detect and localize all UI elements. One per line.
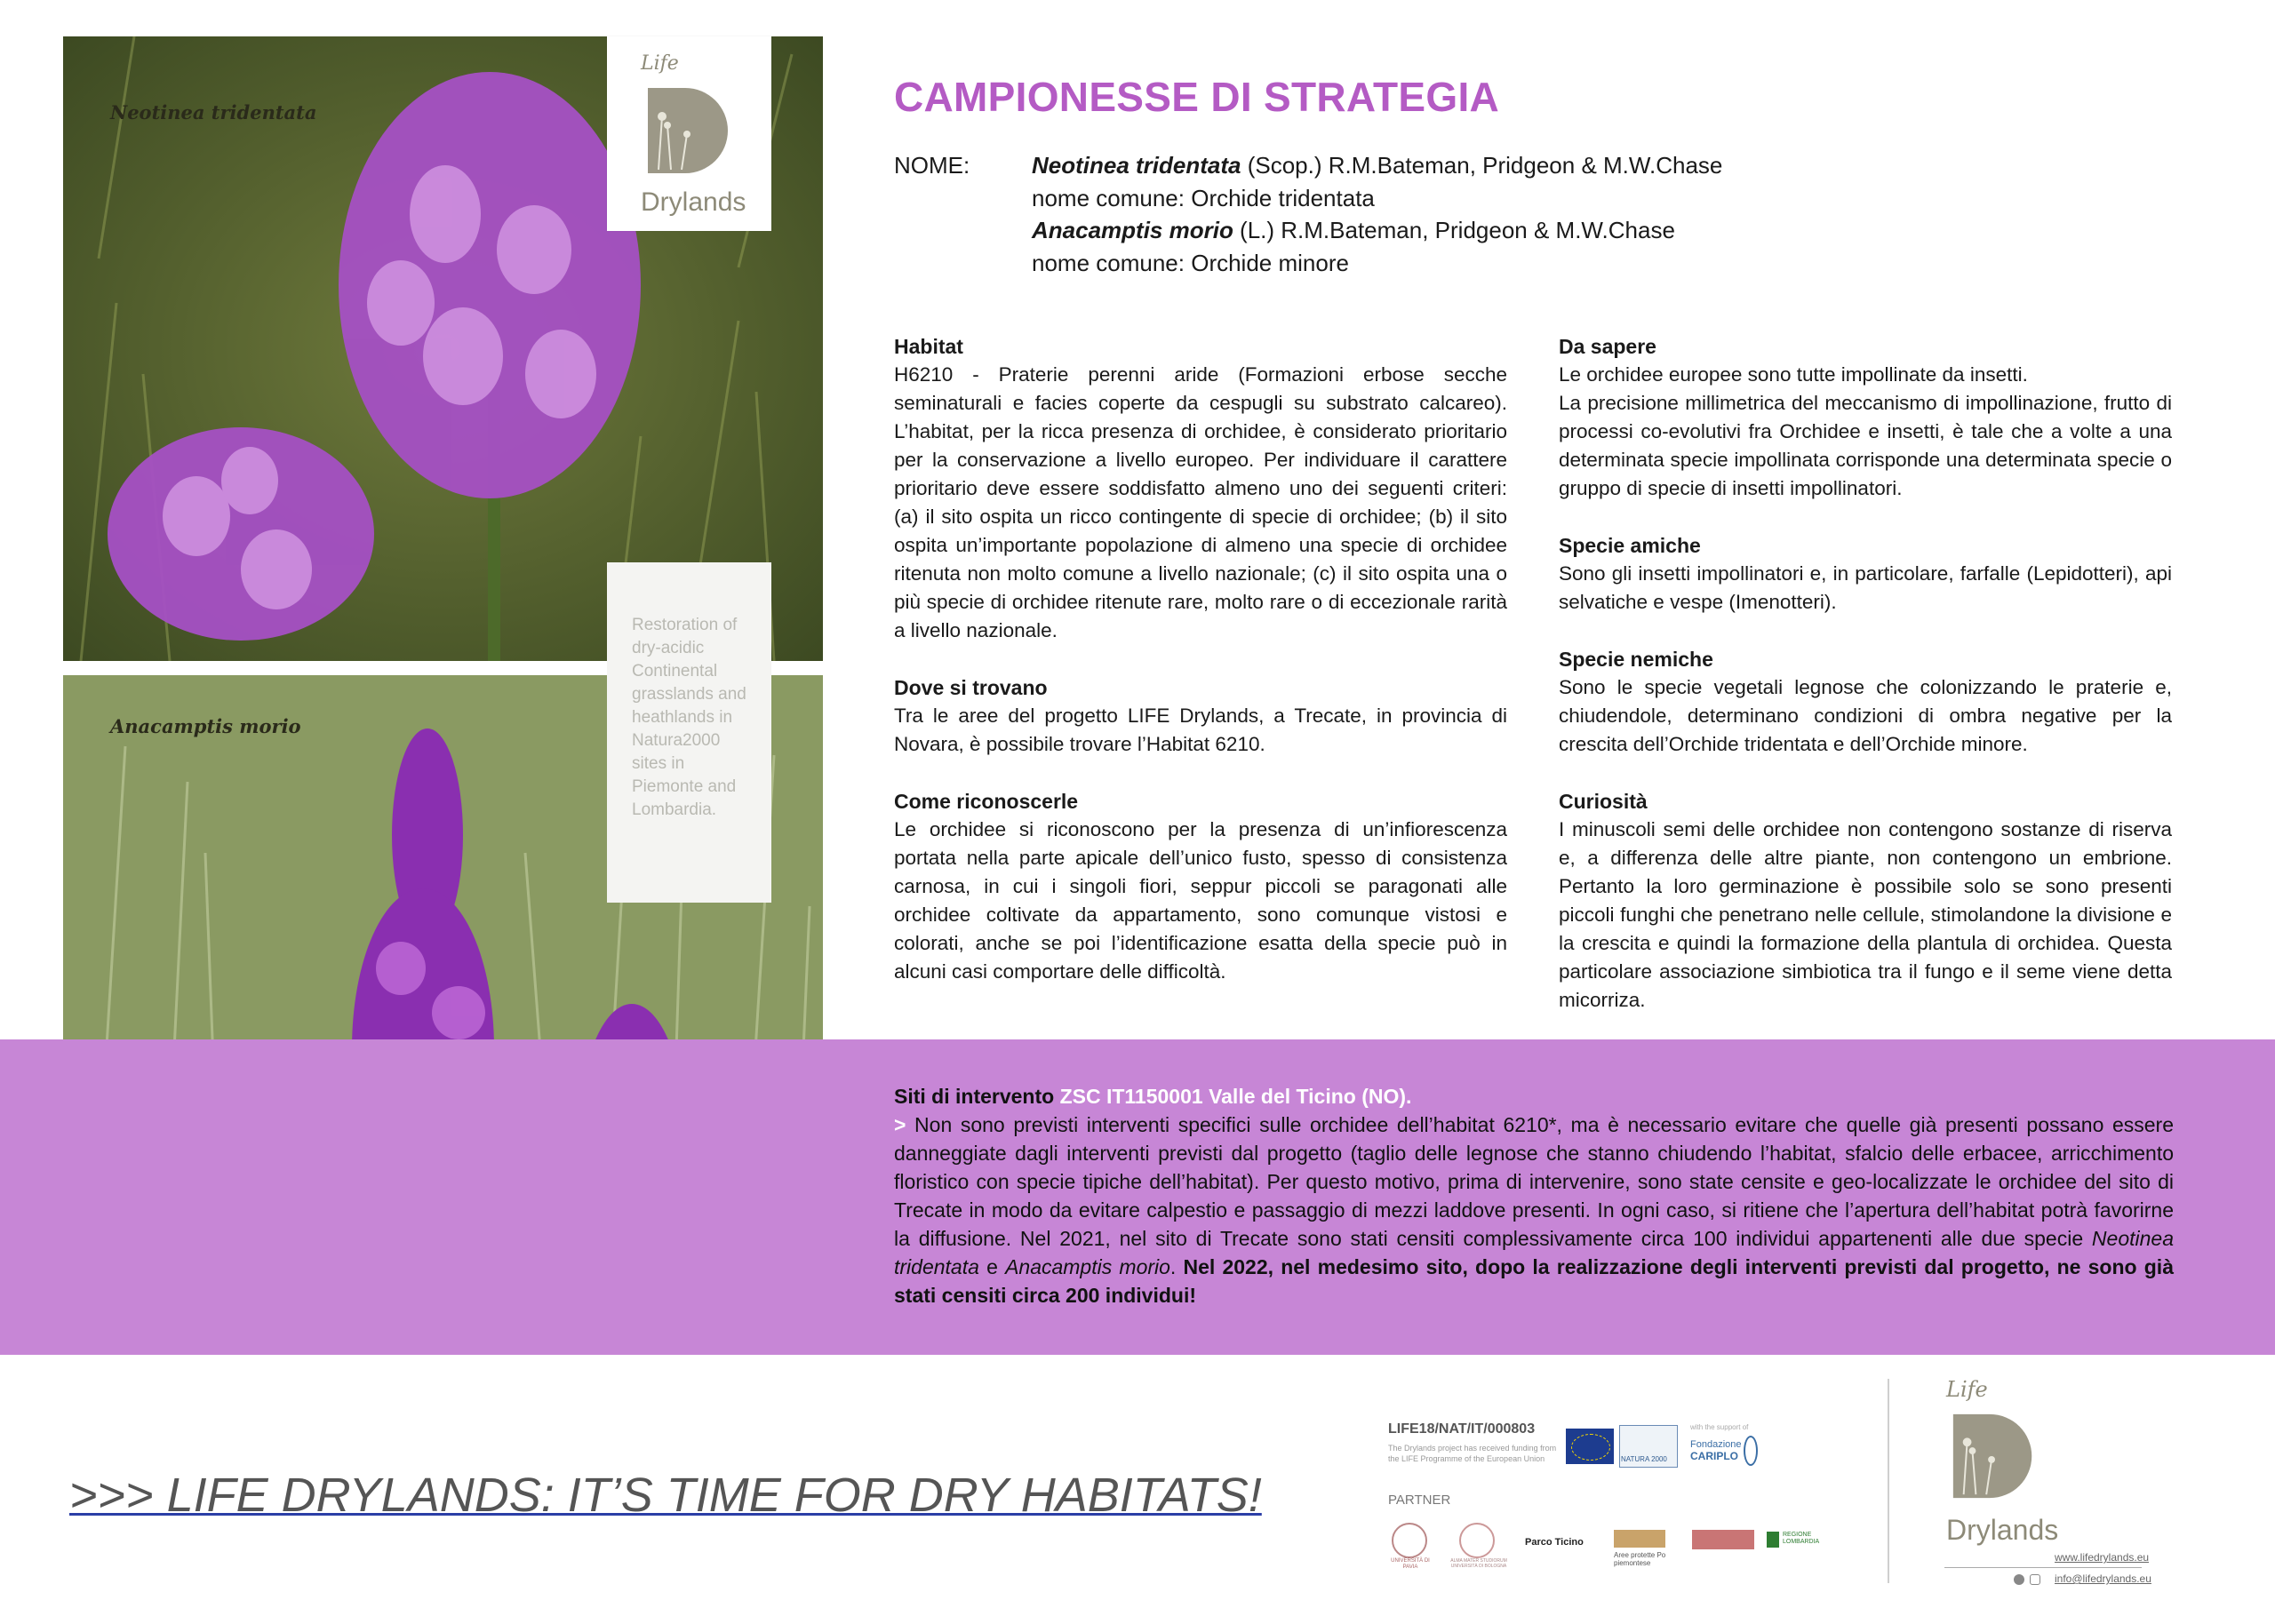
cariplo-icon xyxy=(1744,1436,1758,1466)
band-text-2: . xyxy=(1169,1255,1184,1278)
common-name-label: nome comune: xyxy=(1032,185,1192,211)
page-title: CAMPIONESSE DI STRATEGIA xyxy=(894,74,1500,120)
logo-d-icon xyxy=(1946,1407,2044,1505)
right-column xyxy=(1559,332,2172,1015)
natura2000-text: NATURA 2000 xyxy=(1621,1455,1667,1463)
drylands-logo-bottom xyxy=(1941,1377,2154,1555)
drylands-logo-top xyxy=(607,36,771,231)
nemiche-heading: Specie nemiche xyxy=(1559,648,1713,671)
nome-label: NOME: xyxy=(894,152,970,179)
website-link[interactable]: www.lifedrylands.eu xyxy=(2055,1551,2150,1564)
siti-value: ZSC IT1150001 Valle del Ticino (NO) xyxy=(1059,1085,1407,1108)
sapere-heading: Da sapere xyxy=(1559,335,1656,358)
band-and: e xyxy=(978,1255,1006,1278)
photo-caption-neotinea: Neotinea tridentata xyxy=(110,101,317,123)
footer-underline xyxy=(1944,1567,2142,1568)
dove-heading: Dove si trovano xyxy=(894,676,1048,699)
regione-lombardia-icon xyxy=(1767,1532,1779,1548)
common-name-label: nome comune: xyxy=(1032,250,1192,276)
logo-life-text: Life xyxy=(641,52,679,75)
partner-po: Aree protette Po piemontese xyxy=(1614,1551,1666,1567)
siti-dot: . xyxy=(1406,1085,1412,1108)
project-description-box xyxy=(607,562,771,903)
come-heading: Come riconoscerle xyxy=(894,790,1079,813)
project-code: LIFE18/NAT/IT/000803 xyxy=(1388,1421,1536,1437)
species-2-common: Orchide minore xyxy=(1191,250,1349,276)
band-text-1: Non sono previsti interventi specifici sulle orchidee dell’habitat 6210*, ma è necessario evitare che quelle già presenti possano essere danneggiate dagli interventi previsti dal progetto (taglio delle legnose che stanno chiudendo l’habitat, sfalcio delle erbacee, arricchimento floristico con specie tipiche dell’habitat). Per questo motivo, prima di intervenire, sono state censite e geo-localizzate le orchidee del sito di Trecate in modo da evitare calpestio e passaggio di mezzi laddove presenti. In ogni caso, si ritiene che l’apertura dell’habitat potrà favorirne la diffusione. Nel 2021, nel sito di Trecate sono stati censiti complessivamente circa 100 individui appartenenti alle due specie xyxy=(894,1113,2174,1250)
come-text: Le orchidee si riconoscono per la presenza di un’infiorescenza portata nella parte apicale dell’unico fusto, spesso di consistenza carnosa, in cui i singoli fiori, seppur piccoli se paragonati alle orchidee coltivate da appartamento, sono comunque vistosi e colorati, anche se poi l’identificazione esatta della specie può in alcuni casi comportare delle difficoltà. xyxy=(894,818,1507,983)
cariplo-line-2: CARIPLO xyxy=(1690,1450,1738,1462)
partner-logos xyxy=(1388,1521,1850,1574)
curiosita-text: I minuscoli semi delle orchidee non contengono sostanze di riserva e, a differenza delle altre piante, non contengono un embrione. Pertanto la loro germinazione è possibile solo se sono presenti piccoli funghi che penetrano nelle cellule, stimolandone la divisione e la crescita e quindi la formazione della plantula di orchidea. Questa particolare associazione simbiotica tra il fungo e il seme viene detta micorriza. xyxy=(1559,818,2172,1011)
partner-5-icon xyxy=(1692,1530,1754,1549)
project-description-text: Restoration of dry-acidic Continental grasslands and heathlands in Natura2000 sites in Piemonte and Lombardia. xyxy=(632,616,746,819)
curiosita-heading: Curiosità xyxy=(1559,790,1648,813)
life-logo-icon xyxy=(1571,1434,1610,1461)
species-2-name: Anacamptis morio xyxy=(1032,217,1233,243)
instagram-icon[interactable] xyxy=(2030,1574,2040,1585)
photo-caption-anacamptis: Anacamptis morio xyxy=(110,715,301,737)
left-column xyxy=(894,332,1507,986)
funding-note: The Drylands project has received funding from the LIFE Programme of the European Union xyxy=(1388,1444,1557,1463)
support-note: with the support of xyxy=(1690,1423,1749,1431)
partner-po-icon xyxy=(1614,1530,1665,1548)
partner-unibo-icon xyxy=(1459,1523,1495,1558)
nemiche-text: Sono le specie vegetali legnose che colonizzando le praterie e, chiudendole, determinano condizioni di ombra negative per la crescita dell’Orchide tridentata e dell’Orchide minore. xyxy=(1559,676,2172,755)
facebook-icon[interactable] xyxy=(2014,1574,2024,1585)
logo-drylands-text: Drylands xyxy=(641,187,746,217)
species-2-line xyxy=(1032,217,1675,244)
species-1-common: Orchide tridentata xyxy=(1191,185,1375,211)
sapere-text-2: La precisione millimetrica del meccanismo di impollinazione, frutto di processi co-evolutivi fra Orchidee e insetti, è tale che a volte a una determinata specie impollinata corrisponde una determinata specie o gruppo di specie di insetti impollinatori. xyxy=(1559,392,2172,499)
habitat-text: H6210 - Praterie perenni aride (Formazioni erbose secche seminaturali e facies coperte da cespugli su substrato calcareo). L’habitat, per la ricca presenza di orchidee, è considerato prioritario per la conservazione a livello europeo. Per individuare il carattere prioritario deve essere soddisfatto almeno uno dei seguenti criteri: (a) il sito ospita un ricco contingente di specie di orchidee; (b) il sito ospita un’importante popolazione di almeno una specie di orchidee ritenuta non molto comune a livello nazionale; (c) il sito ospita una o più specie di orchidee ritenute rare, molto rare o di eccezionale rarità a livello nazionale. xyxy=(894,363,1507,641)
band-species-2: Anacamptis morio xyxy=(1005,1255,1170,1278)
partner-parco-ticino: Parco Ticino xyxy=(1525,1537,1584,1548)
amiche-text: Sono gli insetti impollinatori e, in particolare, farfalle (Lepidotteri), api selvatiche e vespe (Imenotteri). xyxy=(1559,562,2172,613)
habitat-heading: Habitat xyxy=(894,335,963,358)
cariplo-line-1: Fondazione xyxy=(1690,1439,1742,1450)
partner-unipv: UNIVERSITÀ DI PAVIA xyxy=(1391,1558,1430,1570)
species-1-author: (Scop.) R.M.Bateman, Pridgeon & M.W.Chase xyxy=(1241,152,1723,179)
footer-divider xyxy=(1888,1379,1889,1583)
band-species-1: Neotinea tridentata xyxy=(894,1227,2174,1278)
logo-life-text: Life xyxy=(1946,1377,1988,1402)
species-1-common-line xyxy=(1032,185,1375,212)
sapere-text-1: Le orchidee europee sono tutte impollinate da insetti. xyxy=(1559,363,2028,386)
dove-text: Tra le aree del progetto LIFE Drylands, a Trecate, in provincia di Novara, è possibile trovare l’Habitat 6210. xyxy=(894,705,1507,755)
species-1-name: Neotinea tridentata xyxy=(1032,152,1241,179)
band-bold-conclusion: Nel 2022, nel medesimo sito, dopo la realizzazione degli interventi previsti dal progetto, ne sono già stati censiti circa 200 individui! xyxy=(894,1255,2174,1307)
amiche-heading: Specie amiche xyxy=(1559,534,1701,557)
slogan-link[interactable]: >>> LIFE DRYLANDS: IT’S TIME FOR DRY HABITATS! xyxy=(69,1469,1262,1522)
partner-unibo: ALMA MATER STUDIORUM UNIVERSITÀ DI BOLOGNA xyxy=(1450,1558,1507,1569)
email-link[interactable]: info@lifedrylands.eu xyxy=(2055,1572,2151,1585)
species-2-author: (L.) R.M.Bateman, Pridgeon & M.W.Chase xyxy=(1233,217,1675,243)
partner-regione: REGIONE LOMBARDIA xyxy=(1783,1532,1820,1545)
species-1-line xyxy=(1032,152,1722,179)
partner-unipv-icon xyxy=(1392,1523,1427,1558)
arrow-marker: > xyxy=(894,1113,915,1136)
logo-drylands-text: Drylands xyxy=(1946,1514,2059,1546)
species-2-common-line xyxy=(1032,250,1349,277)
siti-label: Siti di intervento xyxy=(894,1085,1060,1108)
logo-d-icon xyxy=(641,81,740,180)
intervention-text xyxy=(894,1082,2174,1310)
partner-label: PARTNER xyxy=(1388,1493,1451,1508)
